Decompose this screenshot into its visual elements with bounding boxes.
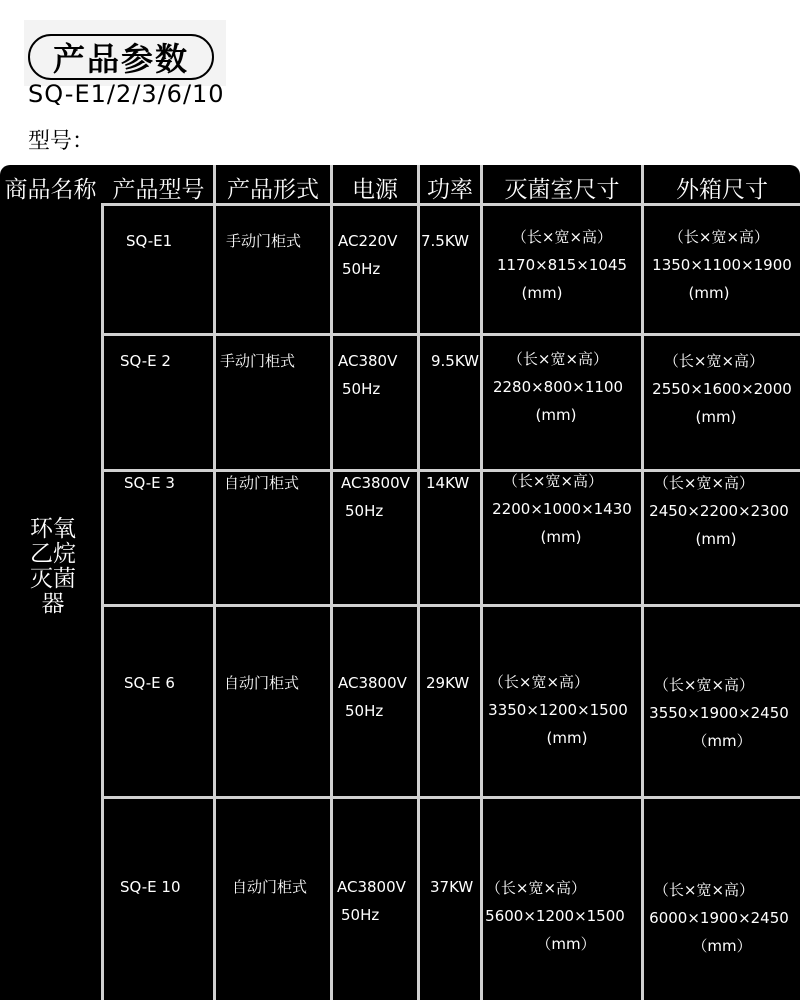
row-2-source-voltage: AC380V — [338, 352, 398, 370]
row-3-chamber-dims: 2200×1000×1430 — [492, 500, 632, 518]
row-5-model: SQ-E 10 — [120, 878, 181, 896]
row-5-outer-dims: 6000×1900×2450 — [649, 909, 789, 927]
row-1-chamber-dims: 1170×815×1045 — [496, 256, 628, 274]
header-model: 产品型号 — [112, 177, 205, 203]
row-4-chamber-unit: (mm) — [546, 729, 588, 747]
row-2-model: SQ-E 2 — [120, 352, 171, 370]
header-outer-size: 外箱尺寸 — [676, 177, 768, 203]
row-2-form: 手动门柜式 — [220, 352, 296, 370]
row-3-chamber-label: （长×宽×高） — [502, 472, 604, 490]
row-3-source-voltage: AC3800V — [341, 474, 410, 492]
row-4-source-freq: 50Hz — [345, 702, 384, 720]
header-power: 功率 — [427, 177, 473, 203]
row-2-outer-label: （长×宽×高） — [663, 352, 765, 370]
models-summary: SQ-E1/2/3/6/10 — [28, 80, 225, 108]
row-1-outer-unit: (mm) — [688, 284, 730, 302]
spec-table — [0, 165, 800, 1000]
row-1-power: 7.5KW — [421, 232, 469, 250]
row-3-source-freq: 50Hz — [345, 502, 384, 520]
row-4-form: 自动门柜式 — [224, 674, 300, 692]
model-label: 型号： — [28, 129, 95, 154]
row-1-outer-dims: 1350×1100×1900 — [652, 256, 792, 274]
title-badge — [24, 20, 226, 86]
header-power-source: 电源 — [352, 177, 398, 203]
row-4-outer-unit: （mm） — [692, 732, 752, 750]
row-2-power: 9.5KW — [431, 352, 479, 370]
row-4-outer-label: （长×宽×高） — [653, 676, 755, 694]
row-2-chamber-unit: (mm) — [535, 406, 577, 424]
divider — [417, 165, 420, 1000]
row-4-model: SQ-E 6 — [124, 674, 175, 692]
divider — [213, 165, 216, 1000]
row-5-chamber-dims: 5600×1200×1500 — [485, 907, 625, 925]
row-3-outer-dims: 2450×2200×2300 — [649, 502, 789, 520]
row-4-chamber-label: （长×宽×高） — [488, 673, 590, 691]
row-4-outer-dims: 3550×1900×2450 — [649, 704, 789, 722]
row-2-chamber-dims: 2280×800×1100 — [492, 378, 624, 396]
row-1-model: SQ-E1 — [126, 232, 173, 250]
divider — [101, 604, 800, 607]
row-3-outer-label: （长×宽×高） — [653, 474, 755, 492]
row-1-chamber-label: （长×宽×高） — [511, 228, 613, 246]
header-form: 产品形式 — [227, 177, 319, 203]
row-4-chamber-dims: 3350×1200×1500 — [488, 701, 628, 719]
page-title: 产品参数 — [28, 34, 214, 80]
row-5-outer-label: （长×宽×高） — [653, 881, 755, 899]
row-4-source-voltage: AC3800V — [338, 674, 407, 692]
header-product-name: 商品名称 — [4, 177, 97, 203]
row-5-chamber-label: （长×宽×高） — [485, 879, 587, 897]
row-1-form: 手动门柜式 — [226, 232, 302, 250]
row-5-source-voltage: AC3800V — [337, 878, 406, 896]
row-5-power: 37KW — [430, 878, 474, 896]
row-3-model: SQ-E 3 — [124, 474, 175, 492]
row-5-form: 自动门柜式 — [232, 878, 308, 896]
row-5-chamber-unit: （mm） — [536, 935, 596, 953]
row-1-chamber-unit: (mm) — [521, 284, 563, 302]
row-1-outer-label: （长×宽×高） — [668, 228, 770, 246]
row-3-form: 自动门柜式 — [224, 474, 300, 492]
divider — [101, 203, 800, 206]
row-2-chamber-label: （长×宽×高） — [507, 350, 609, 368]
row-2-outer-dims: 2550×1600×2000 — [652, 380, 792, 398]
divider — [101, 796, 800, 799]
row-2-source-freq: 50Hz — [342, 380, 381, 398]
divider — [101, 203, 104, 1000]
divider — [101, 333, 800, 336]
product-name: 环氧乙烷灭菌器 — [30, 516, 76, 617]
row-3-power: 14KW — [426, 474, 470, 492]
row-2-outer-unit: (mm) — [695, 408, 737, 426]
row-5-source-freq: 50Hz — [341, 906, 380, 924]
row-1-source-voltage: AC220V — [338, 232, 398, 250]
header-chamber-size: 灭菌室尺寸 — [504, 177, 620, 203]
row-5-outer-unit: （mm） — [692, 937, 752, 955]
row-3-chamber-unit: (mm) — [540, 528, 582, 546]
row-3-outer-unit: (mm) — [695, 530, 737, 548]
divider — [330, 165, 333, 1000]
row-1-source-freq: 50Hz — [342, 260, 381, 278]
row-4-power: 29KW — [426, 674, 470, 692]
